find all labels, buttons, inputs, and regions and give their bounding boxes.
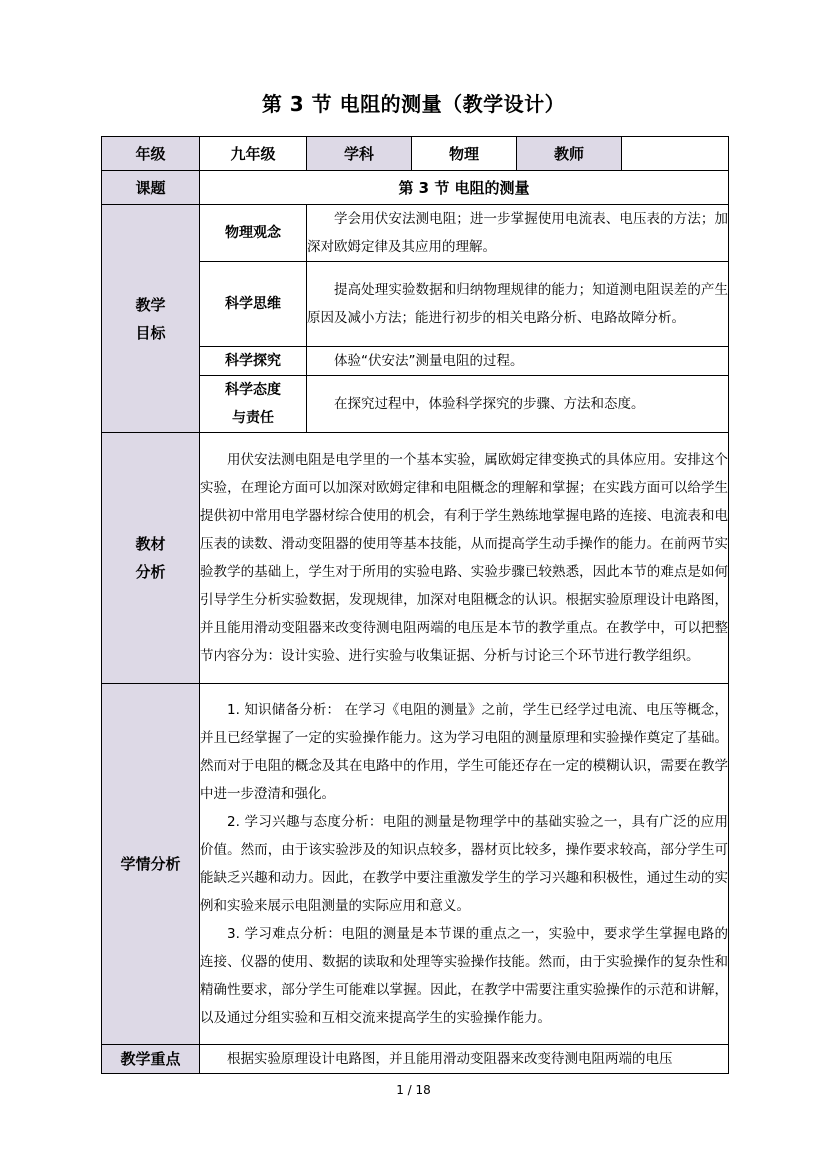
students-paragraph: 1. 知识储备分析： 在学习《电阻的测量》之前，学生已经学过电流、电压等概念，并且已经掌握了一定的实验操作能力。这为学习电阻的测量原理和实验操作奠定了基础。然而对于电阻的概念及其在电路中的作用，学生可能还存在一定的模糊认识，需要在教学中进一步澄清和强化。 bbox=[200, 702, 728, 802]
objective-name bbox=[200, 376, 307, 433]
objectives-label-line2: 目标 bbox=[135, 323, 166, 342]
textbook-label bbox=[102, 433, 200, 684]
topic-row bbox=[102, 171, 729, 205]
students-analysis-text bbox=[200, 684, 729, 1045]
objectives-label-line1: 教学 bbox=[135, 295, 166, 314]
objective-name-line1: 科学态度 bbox=[225, 382, 281, 398]
topic-label: 课题 bbox=[102, 171, 200, 205]
objectives-label bbox=[102, 205, 200, 433]
students-paragraph: 2. 学习兴趣与态度分析：电阻的测量是物理学中的基础实验之一，具有广泛的应用价值。然而，由于该实验涉及的知识点较多，器材页比较多，操作要求较高，部分学生可能缺乏兴趣和动力。因此，在教学中要注重激发学生的学习兴趣和积极性，通过生动的实例和实验来展示电阻测量的实际应用和意义。 bbox=[200, 814, 728, 914]
objective-text: 体验“伏安法”测量电阻的过程。 bbox=[307, 347, 729, 376]
lesson-plan-table bbox=[101, 136, 729, 1074]
grade-value: 九年级 bbox=[200, 137, 307, 171]
objective-row bbox=[102, 205, 729, 262]
students-paragraph: 3. 学习难点分析：电阻的测量是本节课的重点之一，实验中，要求学生掌握电路的连接、仪器的使用、数据的读取和处理等实验操作技能。然而，由于实验操作的复杂性和精确性要求，部分学生可能难以掌握。因此，在教学中需要注重实验操作的示范和讲解，以及通过分组实验和互相交流来提高学生的实验操作能力。 bbox=[200, 926, 728, 1026]
students-label: 学情分析 bbox=[102, 684, 200, 1045]
objective-name-line2: 与责任 bbox=[232, 410, 274, 426]
subject-value: 物理 bbox=[412, 137, 517, 171]
grade-label: 年级 bbox=[102, 137, 200, 171]
objective-text: 提高处理实验数据和归纳物理规律的能力；知道测电阻误差的产生原因及减小方法；能进行初步的相关电路分析、电路故障分析。 bbox=[307, 262, 729, 347]
textbook-row bbox=[102, 433, 729, 684]
objective-name: 科学探究 bbox=[200, 347, 307, 376]
header-row bbox=[102, 137, 729, 171]
focus-label: 教学重点 bbox=[102, 1045, 200, 1074]
textbook-label-line2: 分析 bbox=[135, 563, 166, 581]
students-row bbox=[102, 684, 729, 1045]
objective-text: 在探究过程中，体验科学探究的步骤、方法和态度。 bbox=[307, 376, 729, 433]
subject-label: 学科 bbox=[307, 137, 412, 171]
objective-name: 科学思维 bbox=[200, 262, 307, 347]
focus-row bbox=[102, 1045, 729, 1074]
focus-text: 根据实验原理设计电路图，并且能用滑动变阻器来改变待测电阻两端的电压 bbox=[200, 1045, 729, 1074]
objective-text: 学会用伏安法测电阻；进一步掌握使用电流表、电压表的方法；加深对欧姆定律及其应用的理解。 bbox=[307, 205, 729, 262]
textbook-analysis-text: 用伏安法测电阻是电学里的一个基本实验，属欧姆定律变换式的具体应用。安排这个实验，在理论方面可以加深对欧姆定律和电阻概念的理解和掌握；在实践方面可以给学生提供初中常用电学器材综合使用的机会，有利于学生熟练地掌握电路的连接、电流表和电压表的读数、滑动变阻器的使用等基本技能，从而提高学生动手操作的能力。在前两节实验教学的基础上，学生对于所用的实验电路、实验步骤已较熟悉，因此本节的难点是如何引导学生分析实验数据，发现规律，加深对电阻概念的认识。根据实验原理设计电路图，并且能用滑动变阻器来改变待测电阻两端的电压是本节的教学重点。在教学中，可以把整节内容分为：设计实验、进行实验与收集证据、分析与讨论三个环节进行教学组织。 bbox=[200, 433, 729, 684]
page-number: 1 / 18 bbox=[396, 1083, 431, 1097]
objective-name: 物理观念 bbox=[200, 205, 307, 262]
teacher-value bbox=[622, 137, 729, 171]
teacher-label: 教师 bbox=[517, 137, 622, 171]
textbook-label-line1: 教材 bbox=[135, 535, 166, 553]
topic-value: 第 3 节 电阻的测量 bbox=[200, 171, 729, 205]
document-title: 第 3 节 电阻的测量（教学设计） bbox=[261, 92, 566, 116]
